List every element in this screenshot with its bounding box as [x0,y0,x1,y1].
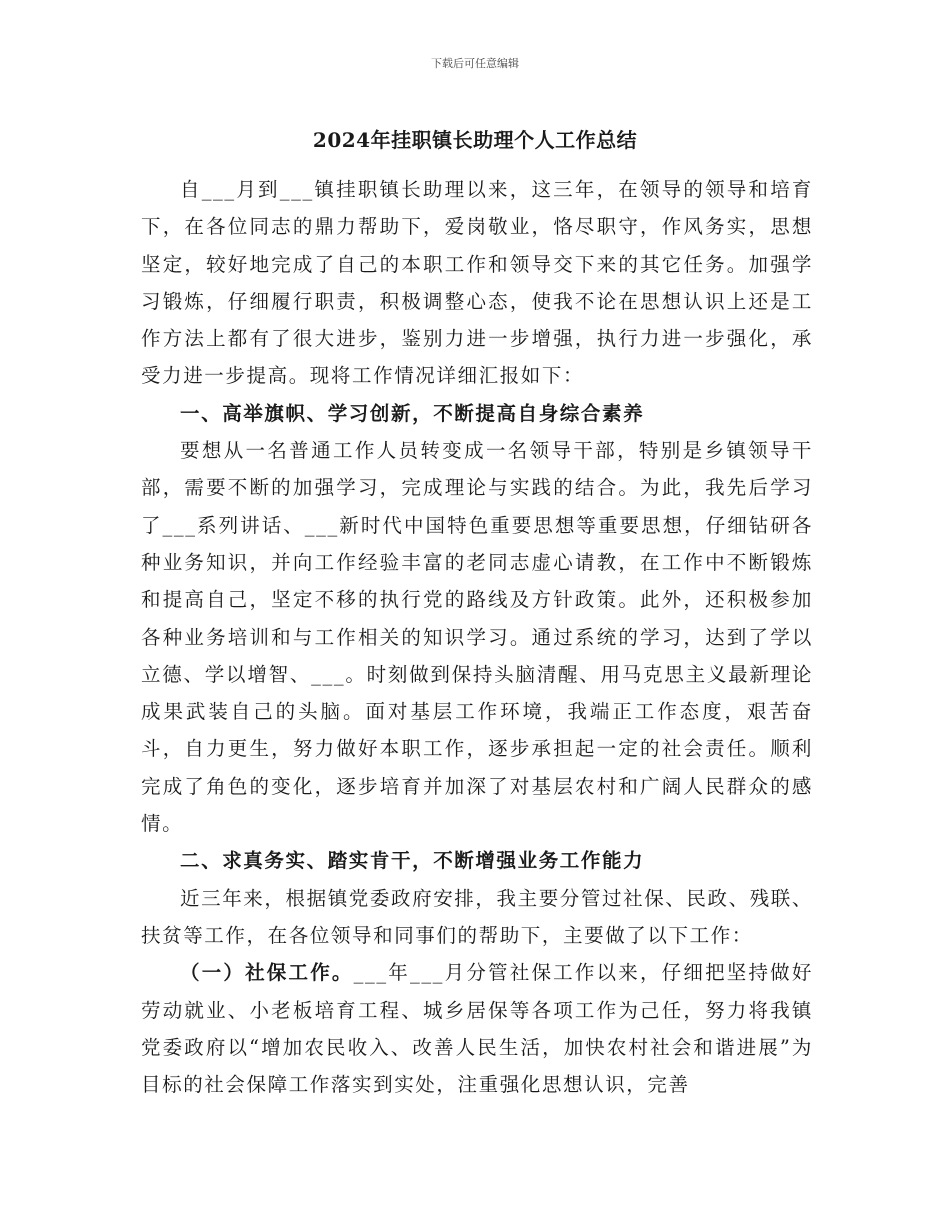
subsection-1-label: （一）社保工作。 [180,961,354,985]
subsection-1-paragraph [141,954,813,1103]
section-heading-1: 一、高举旗帜、学习创新，不断提高自身综合素养 [180,401,645,425]
intro-paragraph: 自___月到___镇挂职镇长助理以来，这三年，在领导的领导和培育下，在各位同志的鼎力帮助下，爱岗敬业，恪尽职守，作风务实，思想坚定，较好地完成了自己的本职工作和领导交下来的其它任务。加强学习锻炼，仔细履行职责，积极调整心态，使我不论在思想认识上还是工作方法上都有了很大进步，鉴别力进一步增强，执行力进一步强化，承受力进一步提高。现将工作情况详细汇报如下： [141,178,813,388]
document-title: 2024年挂职镇长助理个人工作总结 [312,128,638,152]
section-2-paragraph: 近三年来，根据镇党委政府安排，我主要分管过社保、民政、残联、扶贫等工作，在各位领导和同事们的帮助下，主要做了以下工作： [141,886,814,947]
section-heading-2: 二、求真务实、踏实肯干，不断增强业务工作能力 [180,849,645,873]
subsection-1-text: ___年___月分管社保工作以来，仔细把坚持做好劳动就业、小老板培育工程、城乡居保等各项工作为己任，努力将我镇党委政府以“增加农民收入、改善人民生活，加快农村社会和谐进展”为目标的社会保障工作落实到实处，注重强化思想认识，完善 [141,961,813,1097]
document-body [141,171,813,1103]
section-1-paragraph: 要想从一名普通工作人员转变成一名领导干部，特别是乡镇领导干部，需要不断的加强学习，完成理论与实践的结合。为此，我先后学习了___系列讲话、___新时代中国特色重要思想等重要思想，仔细钻研各种业务知识，并向工作经验丰富的老同志虚心请教，在工作中不断锻炼和提高自己，坚定不移的执行党的路线及方针政策。此外，还积极参加各种业务培训和与工作相关的知识学习。通过系统的学习，达到了学以立德、学以增智、___。时刻做到保持头脑清醒、用马克思主义最新理论成果武装自己的头脑。面对基层工作环境，我端正工作态度，艰苦奋斗，自力更生，努力做好本职工作，逐步承担起一定的社会责任。顺利完成了角色的变化，逐步培育并加深了对基层农村和广阔人民群众的感情。 [141,439,813,836]
header-note: 下载后可任意编辑 [431,57,519,70]
